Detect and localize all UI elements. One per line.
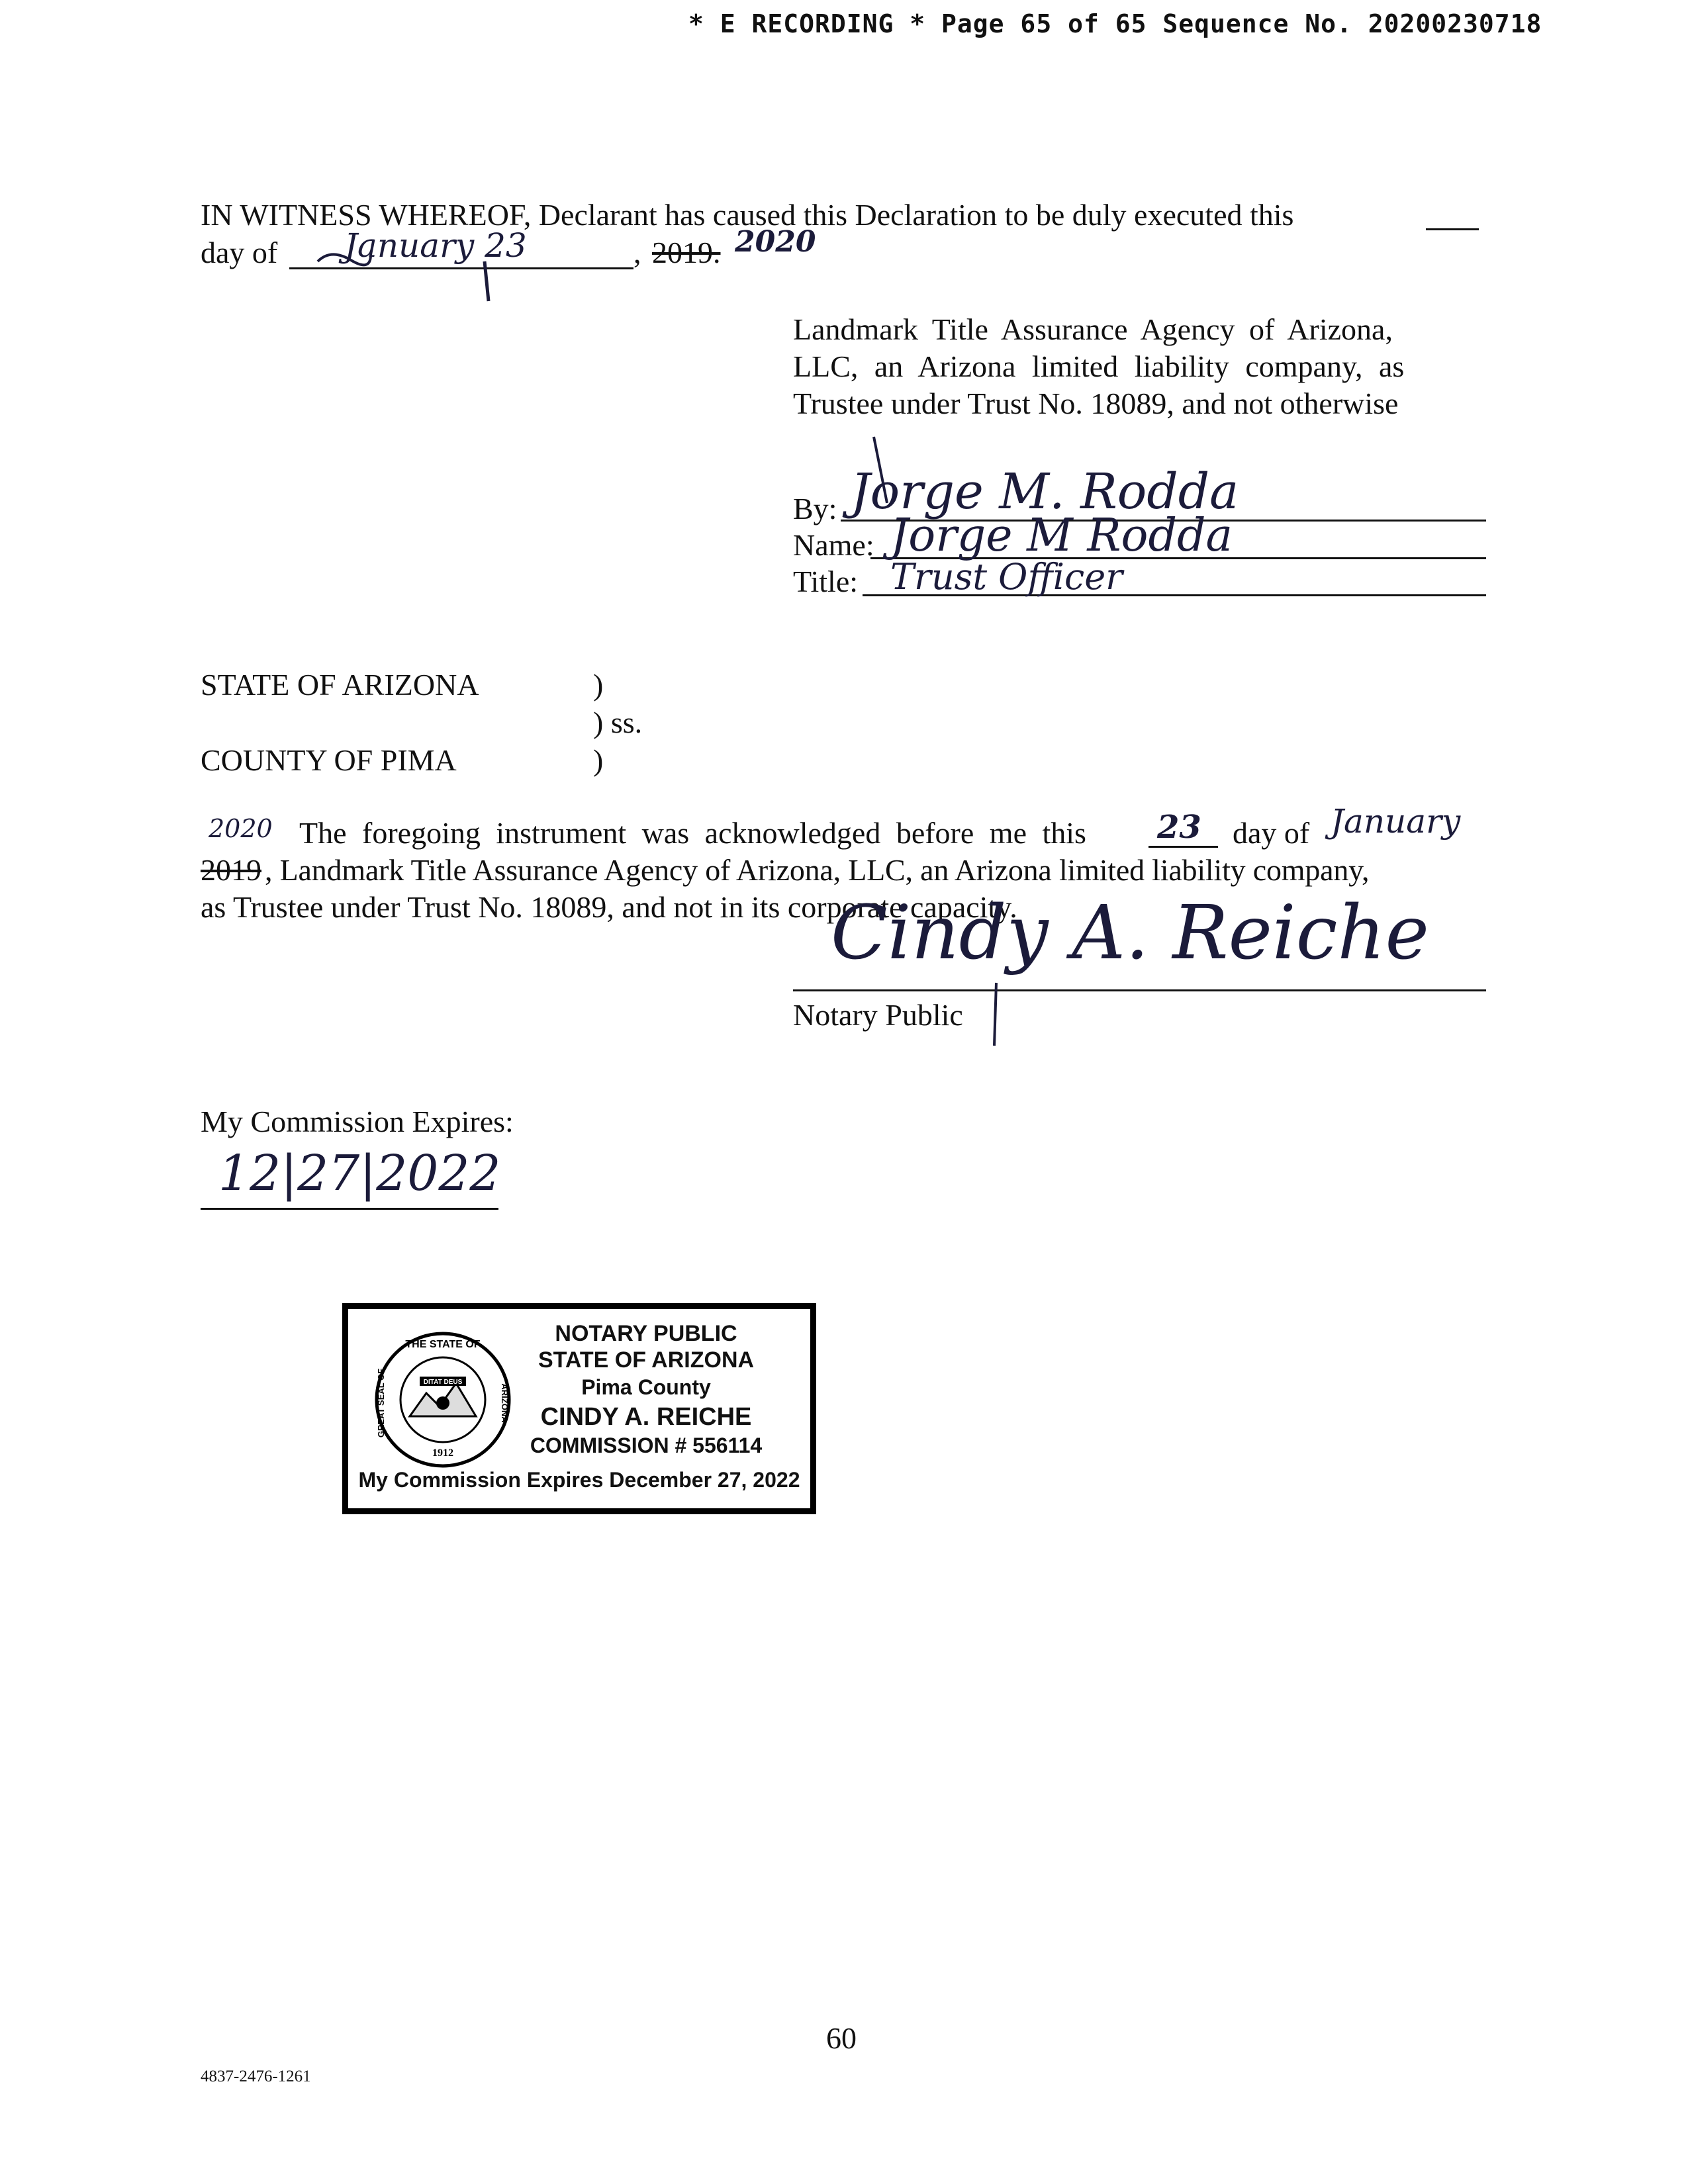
by-signature: Jorge M. Rodda (851, 463, 1239, 520)
stamp-commission-number: COMMISSION # 556114 (530, 1433, 763, 1457)
declarant-line-1: Landmark Title Assurance Agency of Arizona, (793, 312, 1393, 346)
notary-signature: Cindy A. Reiche (831, 890, 1429, 976)
declarant-line-2: LLC, an Arizona limited liability company, as (793, 349, 1405, 383)
stamp-county: Pima County (581, 1375, 711, 1399)
witness-day-blank (1426, 228, 1479, 230)
title-handwritten: Trust Officer (890, 556, 1123, 598)
witness-year-handwritten: 2020 (735, 225, 816, 259)
title-label: Title: (793, 565, 859, 598)
ack-line-3: as Trustee under Trust No. 18089, and not in its corporate capacity. (201, 890, 1017, 924)
venue-county: COUNTY OF PIMA (201, 743, 457, 777)
ack-day-handwritten: 23 (1157, 809, 1201, 846)
stamp-state: STATE OF ARIZONA (538, 1347, 755, 1373)
stamp-notary-name: CINDY A. REICHE (540, 1403, 752, 1431)
ack-day-line (1149, 846, 1218, 848)
name-label: Name: (793, 528, 874, 562)
stamp-commission-expires: My Commission Expires December 27, 2022 (358, 1468, 800, 1492)
notary-signature-tail (986, 979, 1006, 1052)
witness-line-1: IN WITNESS WHEREOF, Declarant has caused this Declaration to be duly executed this (201, 198, 1294, 232)
venue-paren-1: ) (593, 668, 604, 702)
ack-line-2: , Landmark Title Assurance Agency of Arizona, LLC, an Arizona limited liability company, (265, 853, 1370, 887)
venue-ss: ) ss. (593, 705, 643, 739)
ack-year-struck: 2019 (201, 853, 261, 887)
venue-paren-2: ) (593, 743, 604, 777)
seal-top-text: THE STATE OF (405, 1339, 481, 1350)
witness-date-flourish (311, 235, 682, 308)
declarant-line-3: Trustee under Trust No. 18089, and not otherwise (793, 387, 1399, 420)
notary-public-label: Notary Public (793, 998, 963, 1032)
witness-year-struck: 2019. (652, 236, 721, 269)
ack-line-1: The foregoing instrument was acknowledged before me this (299, 816, 1086, 850)
witness-day-prefix: day of (201, 236, 278, 269)
witness-date-handwritten: January 23 (344, 226, 527, 265)
arizona-seal-icon (373, 1330, 512, 1469)
ack-year-handwritten: 2020 (209, 814, 273, 843)
document-id: 4837-2476-1261 (201, 2068, 311, 2085)
by-label: By: (793, 492, 837, 525)
notary-signature-line (793, 989, 1486, 991)
stamp-notary-public: NOTARY PUBLIC (555, 1321, 737, 1346)
notary-stamp (342, 1303, 816, 1514)
page-number: 60 (826, 2021, 857, 2055)
commission-label: My Commission Expires: (201, 1105, 514, 1138)
seal-left-text: GREAT SEAL OF (376, 1368, 386, 1438)
commission-date-line (201, 1208, 498, 1210)
ack-month-handwritten: January (1331, 802, 1461, 841)
by-signature-stroke (847, 430, 1218, 510)
seal-motto-text: DITAT DEUS (423, 1379, 463, 1386)
seal-right-text: ARIZONA (500, 1383, 510, 1423)
witness-year-prefix: , (633, 236, 641, 269)
name-handwritten: Jorge M Rodda (890, 510, 1233, 562)
seal-year-text: 1912 (432, 1447, 453, 1459)
ack-day-of: day of (1233, 816, 1310, 850)
commission-date-handwritten: 12|27|2022 (218, 1145, 501, 1202)
recording-header: * E RECORDING * Page 65 of 65 Sequence No. 20200230718 (688, 9, 1542, 38)
venue-state: STATE OF ARIZONA (201, 668, 479, 702)
